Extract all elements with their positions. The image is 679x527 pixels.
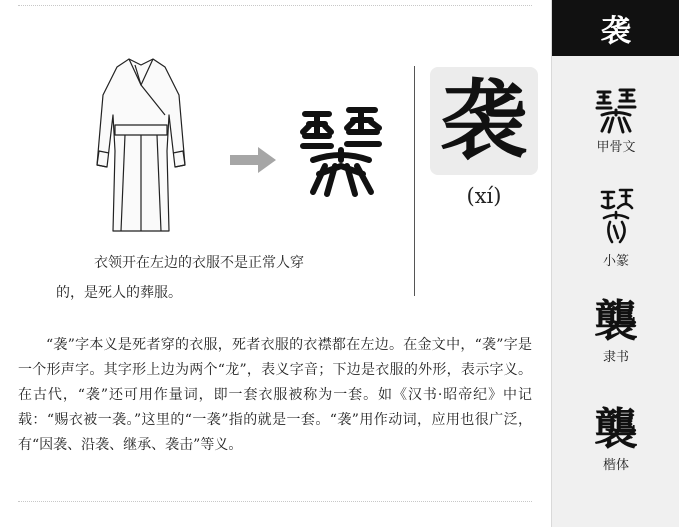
caption-line-1: 衣领开在左边的衣服不是正常人穿 (94, 255, 304, 271)
oracle-bone-glyph (295, 100, 387, 200)
script-oracle-bone (552, 86, 679, 155)
pinyin: (xí) (466, 184, 502, 208)
script-clerical (552, 296, 679, 365)
caption-line-2: 的，是死人的葬服。 (56, 285, 182, 301)
panel-title: 袭 (601, 14, 631, 49)
oracle-bone-script-glyph (594, 86, 638, 134)
script-small-seal (552, 186, 679, 269)
main-character: 袭 (441, 70, 527, 171)
vertical-divider (414, 66, 415, 296)
script-label-regular: 楷体 (602, 458, 629, 473)
main-character-box (430, 67, 538, 175)
body-text (18, 333, 532, 458)
body-paragraph: “袭”字本义是死者穿的衣服，死者衣服的衣襟都在左边。在金文中，“袭”字是一个形声字。其字形上边为两个“龙”，表义字音；下边是衣服的外形，表示字义。在古代，“袭”还可用作量词，即一套衣服被称为一套。如《汉书·昭帝纪》中记载：“赐衣被一袭。”这里的“一袭”指的就是一套。“袭”用作动词，应用也很广泛，有“因袭、沿袭、继承、袭击”等义。 (18, 337, 532, 453)
bottom-dotted-rule (18, 501, 532, 502)
clerical-script-glyph: 襲 (594, 296, 638, 347)
script-evolution-panel (551, 0, 679, 527)
top-dotted-rule (18, 5, 532, 6)
script-label-small-seal: 小篆 (602, 254, 629, 269)
small-seal-script-glyph (596, 186, 636, 248)
script-label-oracle: 甲骨文 (596, 140, 636, 155)
script-label-clerical: 隶书 (602, 350, 629, 365)
illustration-caption (56, 248, 376, 308)
robe-illustration (95, 55, 187, 233)
panel-header (552, 0, 679, 56)
regular-script-glyph: 襲 (594, 405, 638, 454)
right-arrow-icon (230, 147, 276, 173)
script-regular (552, 405, 679, 473)
